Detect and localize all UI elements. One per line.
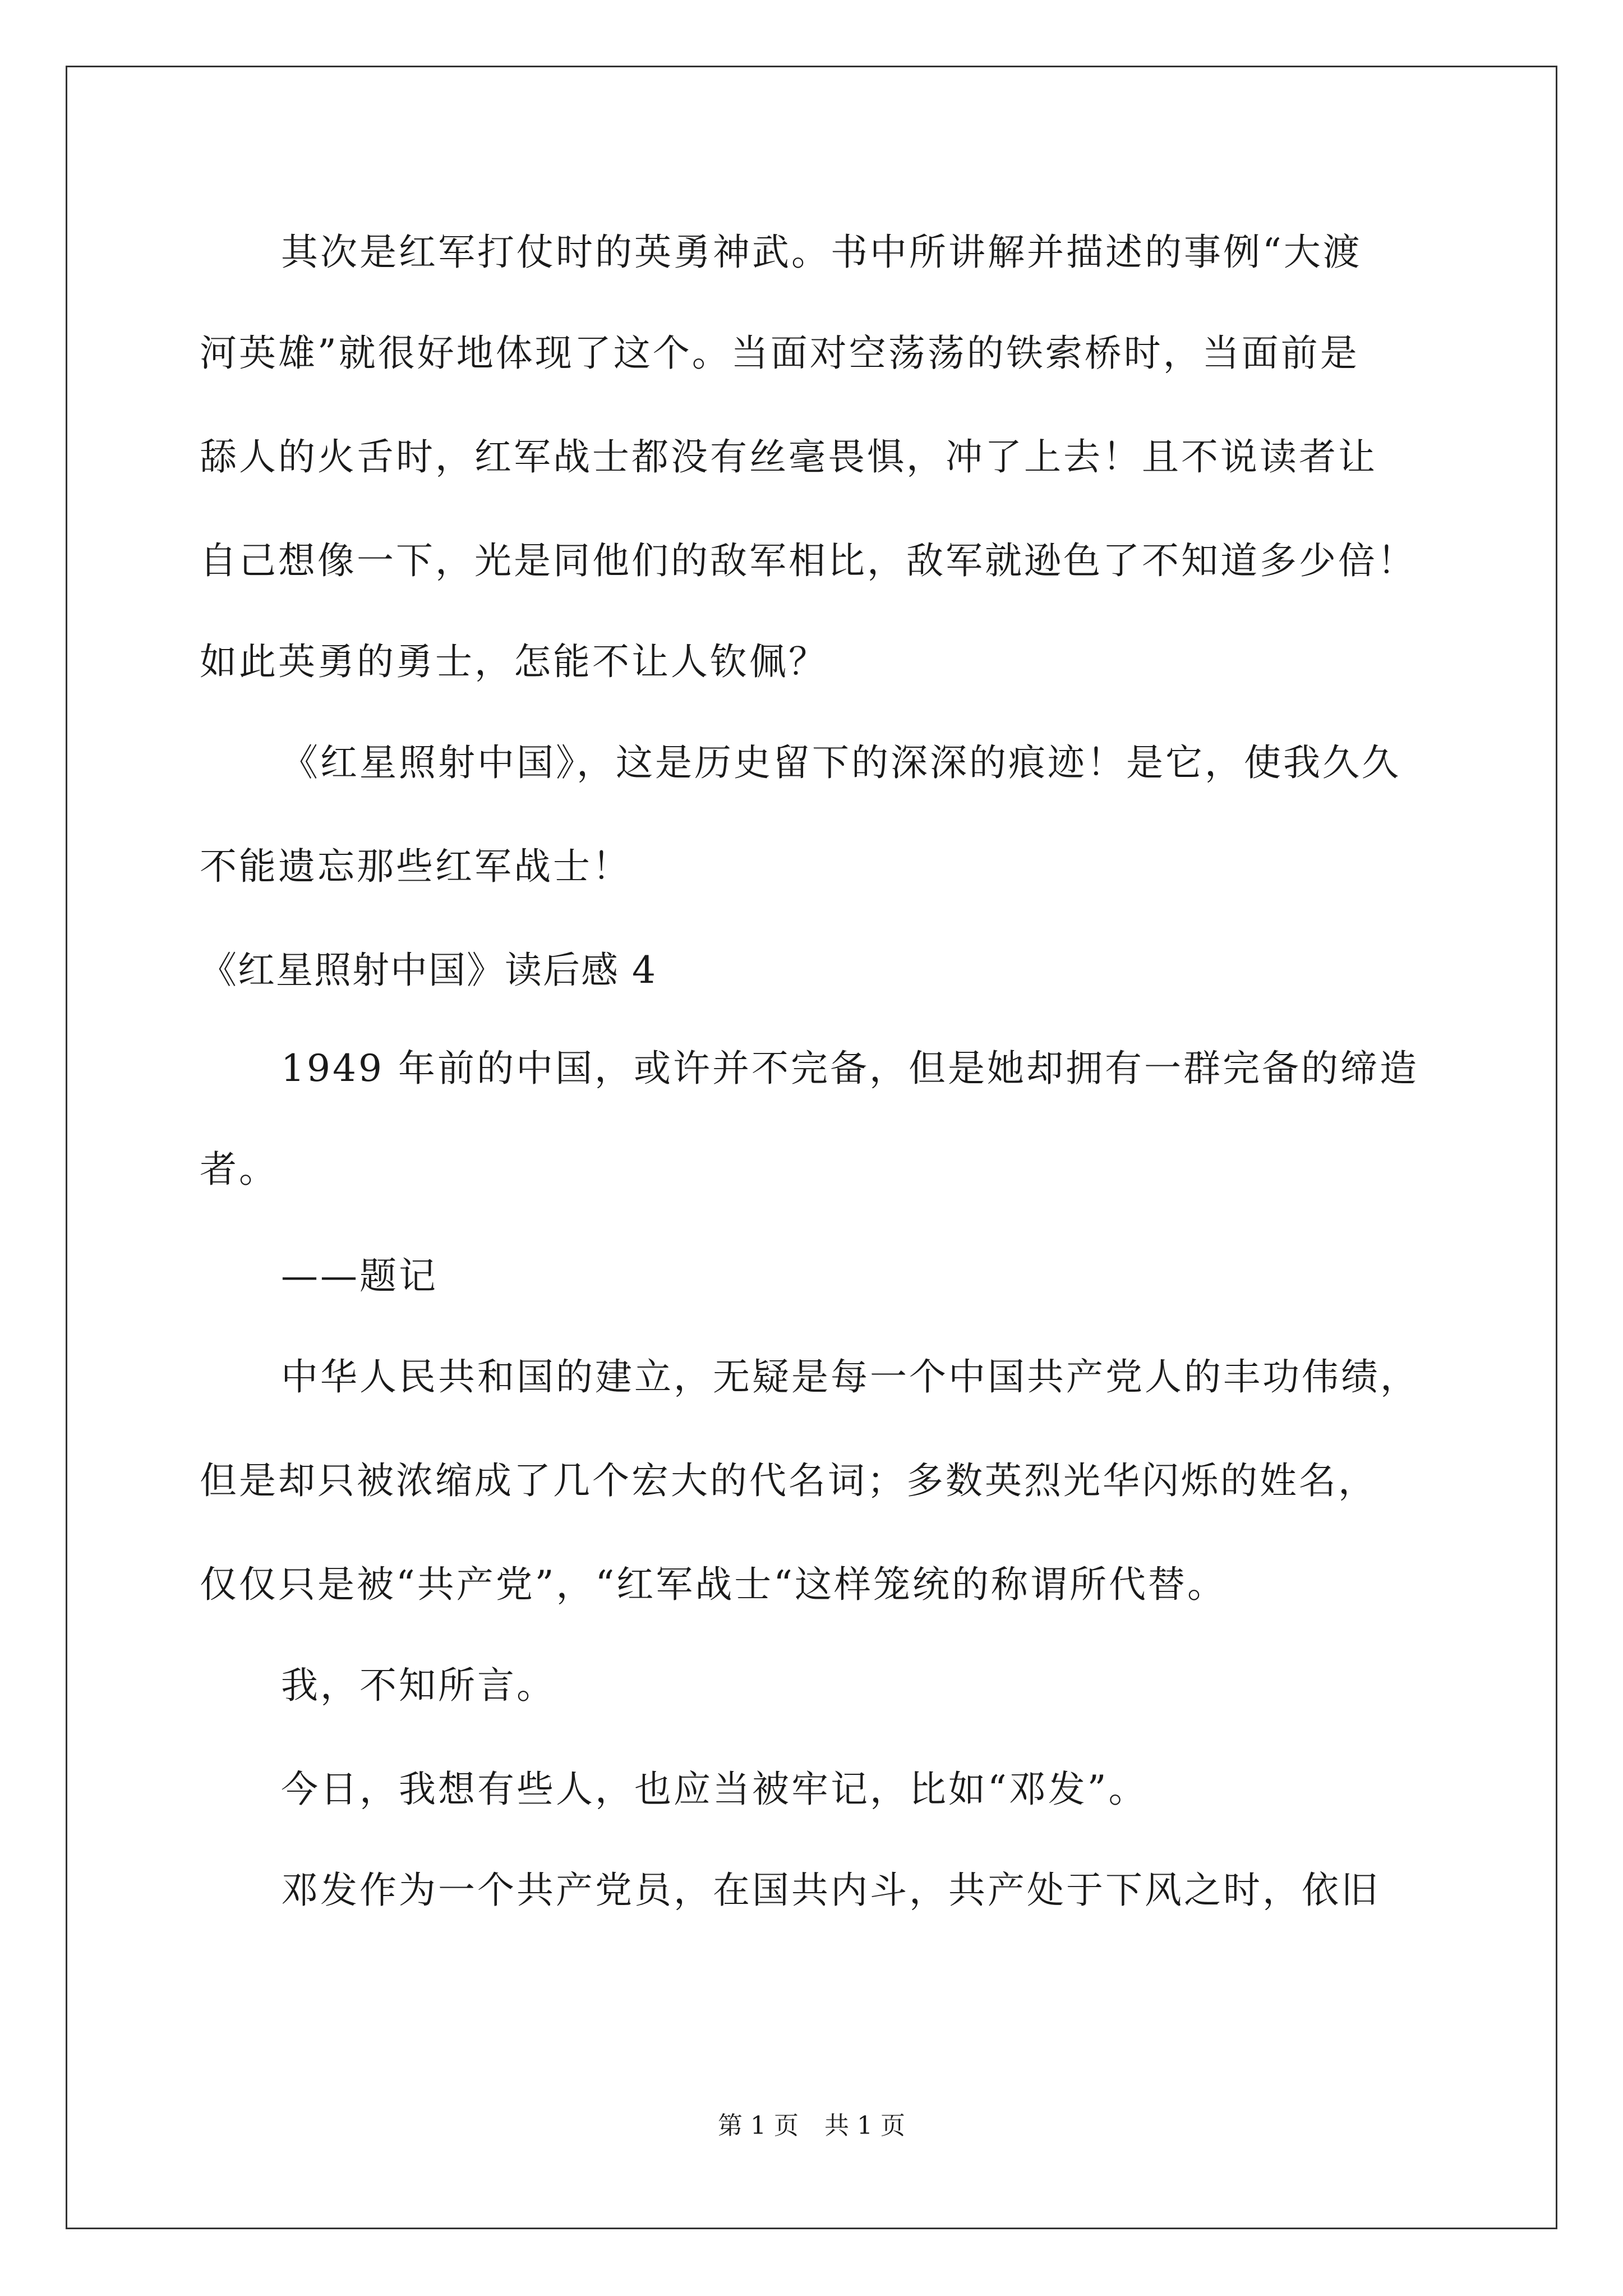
paragraph-line: 者。 bbox=[200, 1148, 278, 1191]
paragraph-line: 其次是红军打仗时的英勇神武。书中所讲解并描述的事例“大渡 bbox=[281, 231, 1362, 274]
paragraph-line: 不能遗忘那些红军战士！ bbox=[200, 845, 631, 888]
page-footer bbox=[0, 2109, 1623, 2143]
paragraph-line: 1949 年前的中国，或许并不完备，但是她却拥有一群完备的缔造 bbox=[281, 1047, 1419, 1090]
paragraph-line: 我，不知所言。 bbox=[281, 1664, 556, 1707]
paragraph-line: 邓发作为一个共产党员，在国共内斗，共产处于下风之时，依旧 bbox=[281, 1869, 1380, 1912]
paragraph-line: 《红星照射中国》，这是历史留下的深深的痕迹！是它，使我久久 bbox=[281, 741, 1401, 784]
section-heading: 《红星照射中国》读后感 4 bbox=[200, 949, 657, 992]
paragraph-line: 今日，我想有些人，也应当被牢记，比如“邓发”。 bbox=[281, 1768, 1148, 1811]
paragraph-line: 中华人民共和国的建立，无疑是每一个中国共产党人的丰功伟绩， bbox=[281, 1355, 1419, 1398]
page-total: 共 1 页 bbox=[824, 2111, 905, 2140]
epigraph-line: ——题记 bbox=[281, 1254, 438, 1297]
paragraph-line: 河英雄”就很好地体现了这个。当面对空荡荡的铁索桥时，当面前是 bbox=[200, 332, 1359, 375]
paragraph-line: 自己想像一下，光是同他们的敌军相比，敌军就逊色了不知道多少倍！ bbox=[200, 539, 1417, 582]
paragraph-line: 如此英勇的勇士，怎能不让人钦佩？ bbox=[200, 640, 828, 683]
paragraph-line: 舔人的火舌时，红军战士都没有丝毫畏惧，冲了上去！且不说读者让 bbox=[200, 435, 1377, 478]
paragraph-line: 仅仅只是被“共产党”，“红军战士“这样笼统的称谓所代替。 bbox=[200, 1563, 1227, 1606]
page-number: 第 1 页 bbox=[718, 2111, 799, 2140]
paragraph-line: 但是却只被浓缩成了几个宏大的代名词；多数英烈光华闪烁的姓名， bbox=[200, 1459, 1377, 1502]
